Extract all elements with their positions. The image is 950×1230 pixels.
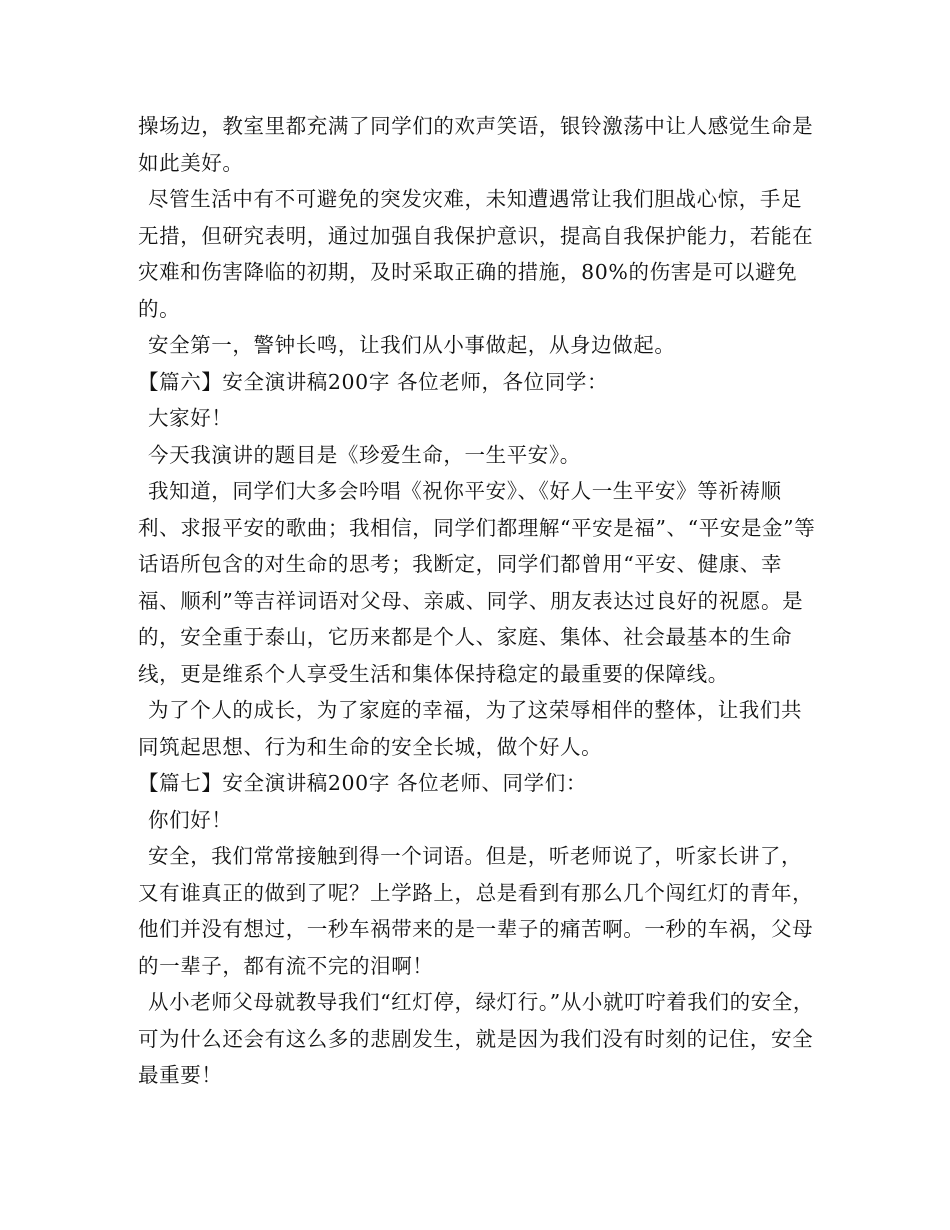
paragraph-8: 为了个人的成长，为了家庭的幸福，为了这荣辱相伴的整体，让我们共同筑起思想、行为和生命的安全长城，做个好人。 [138,698,803,759]
greeting-6: 大家好！ [148,406,233,430]
paragraph-3: 安全第一，警钟长鸣，让我们从小事做起，从身边做起。 [148,333,676,357]
paragraph-6: 今天我演讲的题目是《珍爱生命，一生平安》。 [148,442,581,467]
paragraph-2: 尽管生活中有不可避免的突发灾难，未知遭遇常让我们胆战心惊，手足无措，但研究表明，通过加强自我保护意识，提高自我保护能力，若能在灾难和伤害降临的初期，及时采取正确的措施，80%的伤害是可以避免的。 [138,187,814,321]
paragraph-7: 我知道，同学们大多会吟唱《祝你平安》、《好人一生平安》等祈祷顺利、求报平安的歌曲；我相信，同学们都理解“平安是福”、“平安是金”等话语所包含的对生命的思考；我断定，同学们都曾用“平安、健康、幸福、顺利”等吉祥词语对父母、亲戚、同学、朋友表达过良好的祝愿。是的，安全重于泰山，它历来都是个人、家庭、集体、社会最基本的生命线，更是维系个人享受生活和集体保持稳定的最重要的保障线。 [138,479,816,686]
paragraph-11: 安全，我们常常接触到得一个词语。但是，听老师说了，听家长讲了，又有谁真正的做到了呢？上学路上，总是看到有那么几个闯红灯的青年，他们并没有想过，一秒车祸带来的是一辈子的痛苦啊。一秒的车祸，父母的一辈子，都有流不完的泪啊！ [138,844,814,978]
document-body [138,108,818,1094]
paragraph-1: 操场边，教室里都充满了同学们的欢声笑语，银铃激荡中让人感觉生命是如此美好。 [138,114,814,175]
section-heading-7: 【篇七】安全演讲稿200字 各位老师、同学们： [138,771,587,795]
paragraph-12: 从小老师父母就教导我们“红灯停，绿灯行。”从小就叮咛着我们的安全，可为什么还会有这么多的悲剧发生，就是因为我们没有时刻的记住，安全最重要！ [138,990,815,1087]
section-heading-6: 【篇六】安全演讲稿200字 各位老师，各位同学： [138,369,609,394]
greeting-7: 你们好！ [148,807,233,832]
